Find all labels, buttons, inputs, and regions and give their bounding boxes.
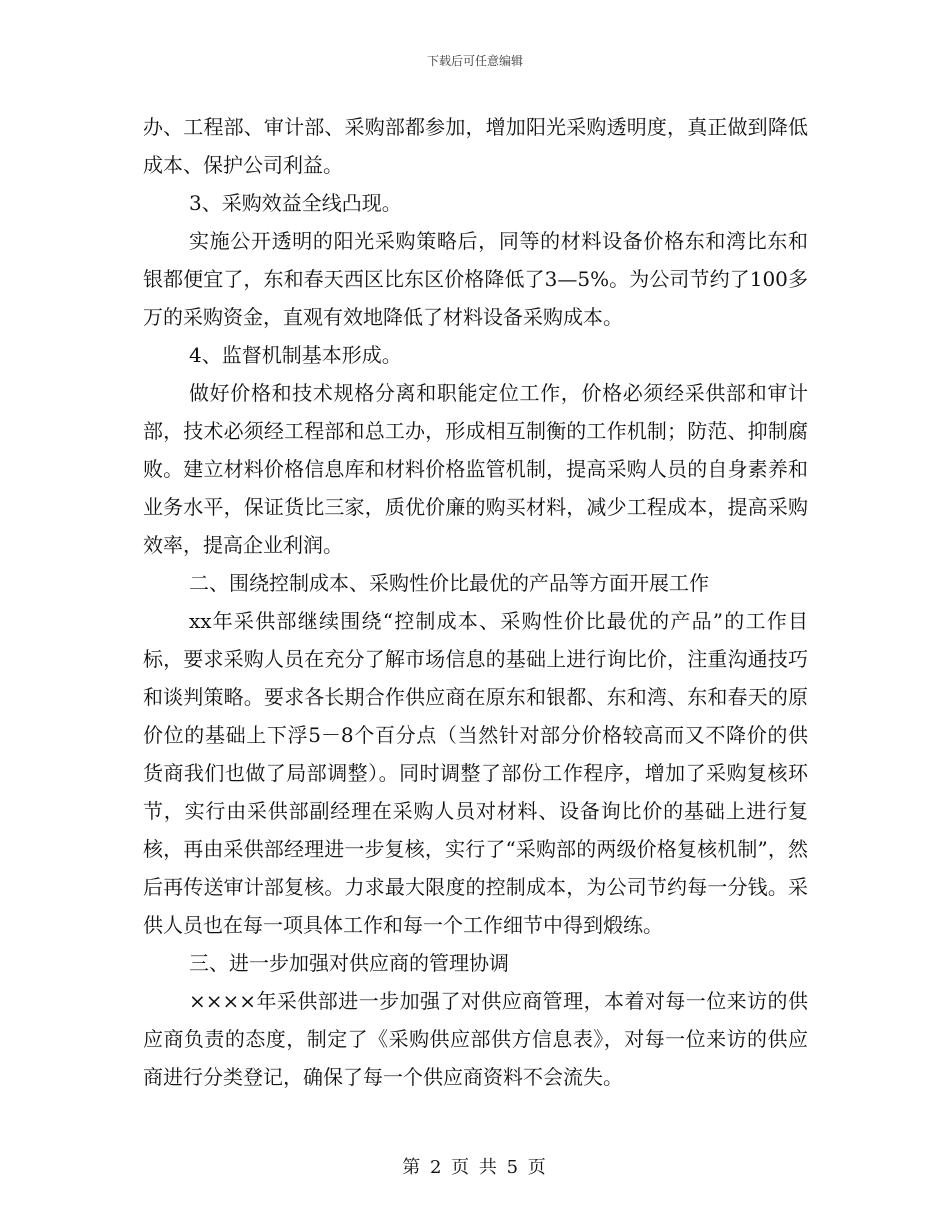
section-heading-3: 三、进一步加强对供应商的管理协调 <box>189 951 509 975</box>
paragraph-1: 办、工程部、审计部、采购部都参加，增加阳光采购透明度，真正做到降低成本、保护公司利益。 <box>143 115 808 177</box>
paragraph-7: xx年采供部继续围绕“控制成本、采购性价比最优的产品”的工作目标，要求采购人员在充分了解市场信息的基础上进行询比价，注重沟通技巧和谈判策略。要求各长期合作供应商在原东和银都、东和湾、东和春天的原价位的基础上下浮5－8个百分点（当然针对部分价格较高而又不降价的供货商我们也做了局部调整）。同时调整了部份工作程序，增加了采购复核环节，实行由采供部副经理在采购人员对材料、设备询比价的基础上进行复核，再由采供部经理进一步复核，实行了“采购部的两级价格复核机制”，然后再传送审计部复核。力求最大限度的控制成本，为公司节约每一分钱。采供人员也在每一项具体工作和每一个工作细节中得到煅练。 <box>143 609 808 937</box>
paragraph-5: 做好价格和技术规格分离和职能定位工作，价格必须经采供部和审计部，技术必须经工程部和总工办，形成相互制衡的工作机制；防范、抑制腐败。建立材料价格信息库和材料价格监管机制，提高采购人员的自身素养和业务水平，保证货比三家，质优价廉的购买材料，减少工程成本，提高采购效率，提高企业利润。 <box>143 381 808 557</box>
section-heading-2: 二、围绕控制成本、采购性价比最优的产品等方面开展工作 <box>189 571 709 595</box>
paragraph-3: 实施公开透明的阳光采购策略后，同等的材料设备价格东和湾比东和银都便宜了，东和春天西区比东区价格降低了3—5%。为公司节约了100多万的采购资金，直观有效地降低了材料设备采购成本。 <box>143 229 808 329</box>
heading-3-procurement-benefits: 3、采购效益全线凸现。 <box>189 191 402 215</box>
heading-4-supervision: 4、监督机制基本形成。 <box>189 343 402 367</box>
document-body <box>143 108 808 1096</box>
page-header: 下载后可任意编辑 <box>426 54 523 68</box>
page-number: 第 2 页 共 5 页 <box>402 1157 548 1178</box>
paragraph-9: ××××年采供部进一步加强了对供应商管理，本着对每一位来访的供应商负责的态度，制定了《采购供应部供方信息表》，对每一位来访的供应商进行分类登记，确保了每一个供应商资料不会流失。 <box>143 989 808 1089</box>
